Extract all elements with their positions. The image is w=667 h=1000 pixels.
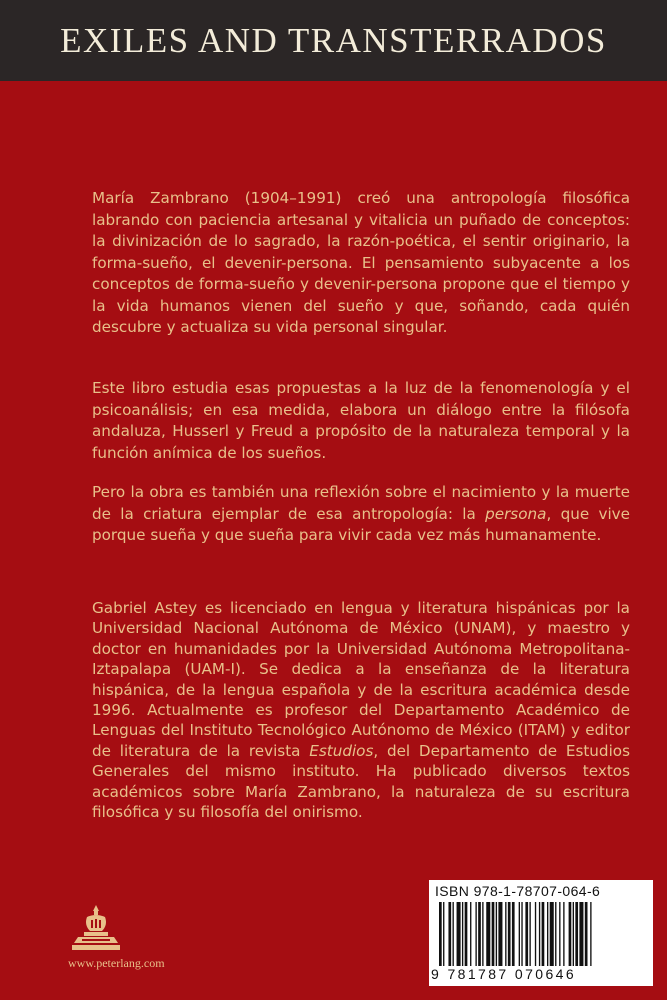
blurb-p3-text-a: Pero la obra es también una reflexión sobre el nacimiento y la muerte de la criatura ejemplar de esa antropología: la xyxy=(92,483,630,523)
isbn-text: ISBN 978-1-78707-064-6 xyxy=(435,883,601,899)
barcode-bars xyxy=(439,902,643,966)
peter-lang-logo-icon xyxy=(72,905,120,951)
publisher-url[interactable]: www.peterlang.com xyxy=(68,956,165,970)
blurb-p2-text: Este libro estudia esas propuestas a la luz de la fenomenología y el psicoanálisis; en esa medida, elabora un diálogo entre la filósofa andaluza, Husserl y Freud a propósito de la naturaleza temporal y la función anímica de los sueños. xyxy=(92,379,630,462)
bio-text-b: , del Departamento de Estudios Generales del mismo instituto. Ha publicado diversos textos académicos sobre María Zambrano, la naturaleza de su escritura filosófica y su filosofía del onirismo. xyxy=(92,741,630,822)
bio-text-a: Gabriel Astey es licenciado en lengua y literatura hispánicas por la Universidad Nacional Autónoma de México (UNAM), y maestro y doctor en humanidades por la Universidad Autónoma Metropolitana-Iztapalapa (UAM-I). Se dedica a la enseñanza de la literatura hispánica, de la lengua española y de la escritura académica desde 1996. Actualmente es profesor del Departamento Académico de Lenguas del Instituto Tecnológico Autónomo de México (ITAM) y editor de literatura de la revista xyxy=(92,599,630,760)
isbn-barcode xyxy=(429,880,653,986)
blurb-paragraph-3 xyxy=(92,482,630,547)
series-header xyxy=(0,0,667,81)
blurb-p3-text-b: , que vive porque sueña y que sueña para vivir cada vez más humanamente. xyxy=(92,504,631,544)
bio-italic: Estudios xyxy=(309,741,374,760)
blurb-paragraph-1 xyxy=(92,188,630,339)
blurb-paragraph-2 xyxy=(92,378,630,464)
author-bio xyxy=(92,598,630,822)
blurb-p1-text: María Zambrano (1904–1991) creó una antropología filosófica labrando con paciencia artesanal y vitalicia un puñado de conceptos: la divinización de lo sagrado, la razón-poética, el sentir originario, la forma-sueño, el devenir-persona. El pensamiento subyacente a los conceptos de forma-sueño y devenir-persona propone que el tiempo y la vida humanos vienen del sueño y que, soñando, cada quién descubre y actualiza su vida personal singular. xyxy=(92,189,630,336)
blurb-p3-italic: persona xyxy=(485,504,547,523)
barcode-digits: 9 781787 070646 xyxy=(431,966,576,982)
series-title: EXILES AND TRANSTERRADOS xyxy=(60,20,607,60)
